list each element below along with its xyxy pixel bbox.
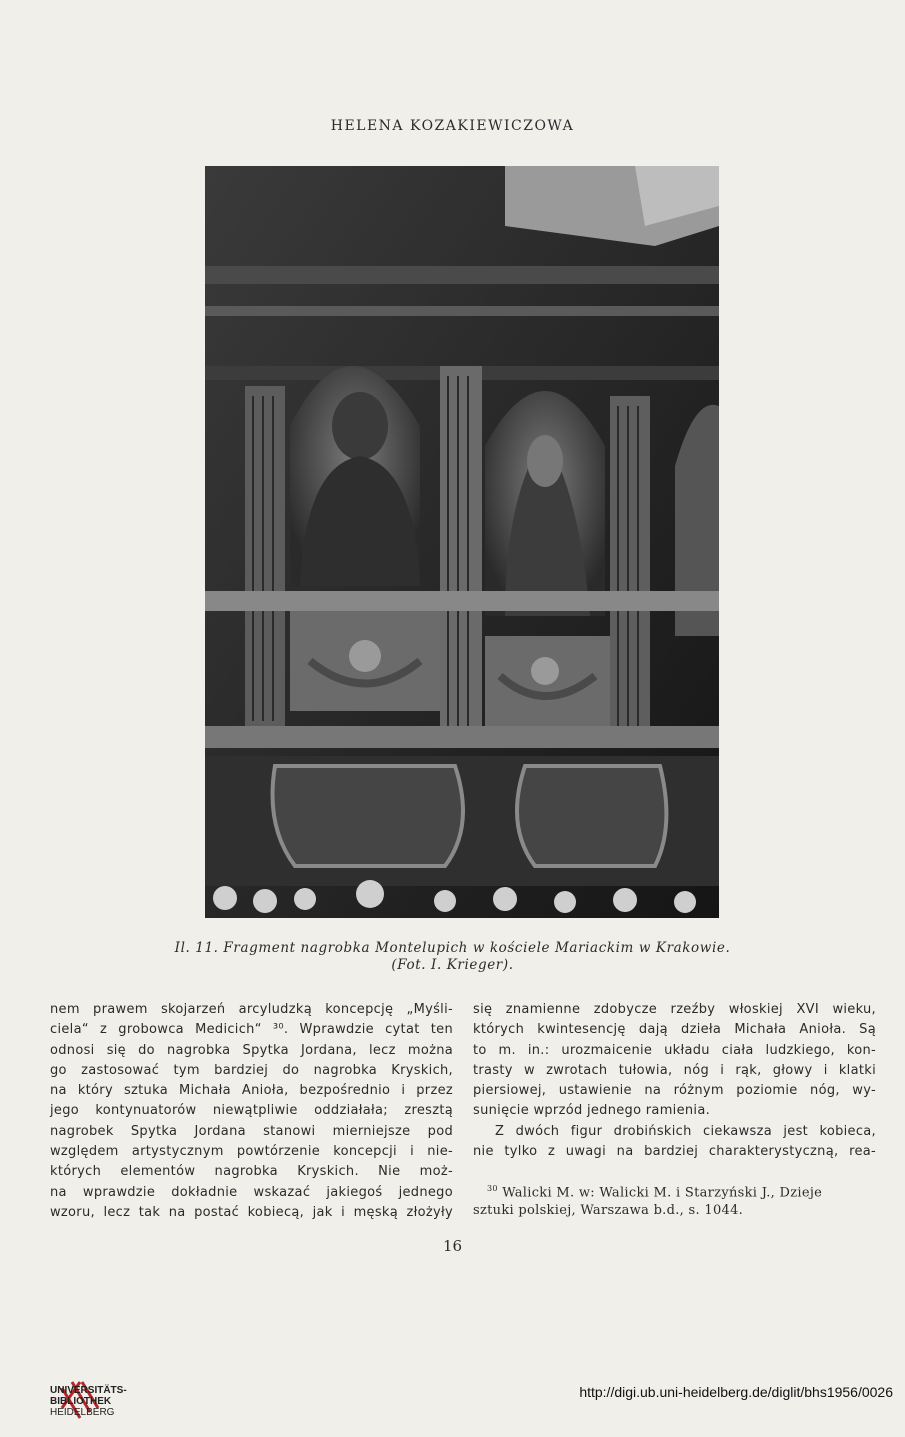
text-line: jego kontynuatorów niewątpliwie oddziałała; zresztą [50,1103,453,1119]
text-line: nem prawem skojarzeń arcyludzką koncepcję „Myśli- [50,1002,453,1017]
text-line: się znamienne zdobycze rzeźby włoskiej XVI wieku, [473,1002,876,1017]
text-line: ciela“ z grobowca Medicich“ ³⁰. Wprawdzie cytat ten [50,1022,453,1038]
figure-caption [120,940,785,974]
text-line: względem artystycznym powtórzenie koncepcji i nie- [50,1144,453,1160]
page-number: 16 [442,1237,463,1255]
text-line: na wprawdzie dokładnie wskazać jakiegoś jednego [50,1184,453,1200]
caption-credit: (Fot. I. Krieger). [391,957,514,973]
text-line: których elementów nagrobka Kryskich. Nie moż- [50,1164,453,1180]
text-line: sunięcie wprzód jednego ramienia. [473,1103,711,1119]
footnote [473,1180,876,1220]
source-url-link[interactable]: http://digi.ub.uni-heidelberg.de/diglit/bhs1956/0026 [579,1384,893,1400]
text-line: odnosi się do nagrobka Spytka Jordana, lecz można [50,1042,453,1058]
text-line: wzoru, lecz tak na postać kobiecą, jak i męską złożyły [50,1204,453,1220]
text-line: których kwintesencję dają dzieła Michała Anioła. Są [473,1022,876,1038]
caption-title: Il. 11. Fragment nagrobka Montelupich w kościele Mariackim w Krakowie. [174,940,731,956]
tomb-illustration [205,166,719,918]
text-line: go zastosować tym bardziej do nagrobka Kryskich, [50,1062,453,1078]
body-text-right-column [473,1000,876,1162]
text-line: to m. in.: urozmaicenie układu ciała ludzkiego, kon- [473,1042,876,1058]
text-line: na który sztuka Michała Anioła, bezpośrednio i przez [50,1083,453,1099]
library-name: UNIVERSITÄTS- BIBLIOTHEK HEIDELBERG [50,1385,127,1418]
footnote-text-2: sztuki polskiej, Warszawa b.d., s. 1044. [473,1203,744,1219]
footnote-number: 30 [487,1184,498,1193]
text-line: Z dwóch figur drobińskich ciekawsza jest kobieca, [495,1123,876,1139]
body-text-left-column [50,1000,453,1223]
text-line: trasty w zwrotach tułowia, nóg i rąk, głowy i klatki [473,1062,876,1078]
text-line: nagrobek Spytka Jordana stanowi mierniejsze pod [50,1123,453,1139]
text-line: nie tylko z uwagi na bardziej charakterystyczną, rea- [473,1144,876,1160]
tomb-photograph [205,166,719,918]
running-header: HELENA KOZAKIEWICZOWA [330,118,575,134]
text-line: piersiowej, ustawienie na różnym poziomie nóg, wy- [473,1083,876,1099]
footnote-text-1: Walicki M. w: Walicki M. i Starzyński J., Dzieje [502,1185,823,1201]
